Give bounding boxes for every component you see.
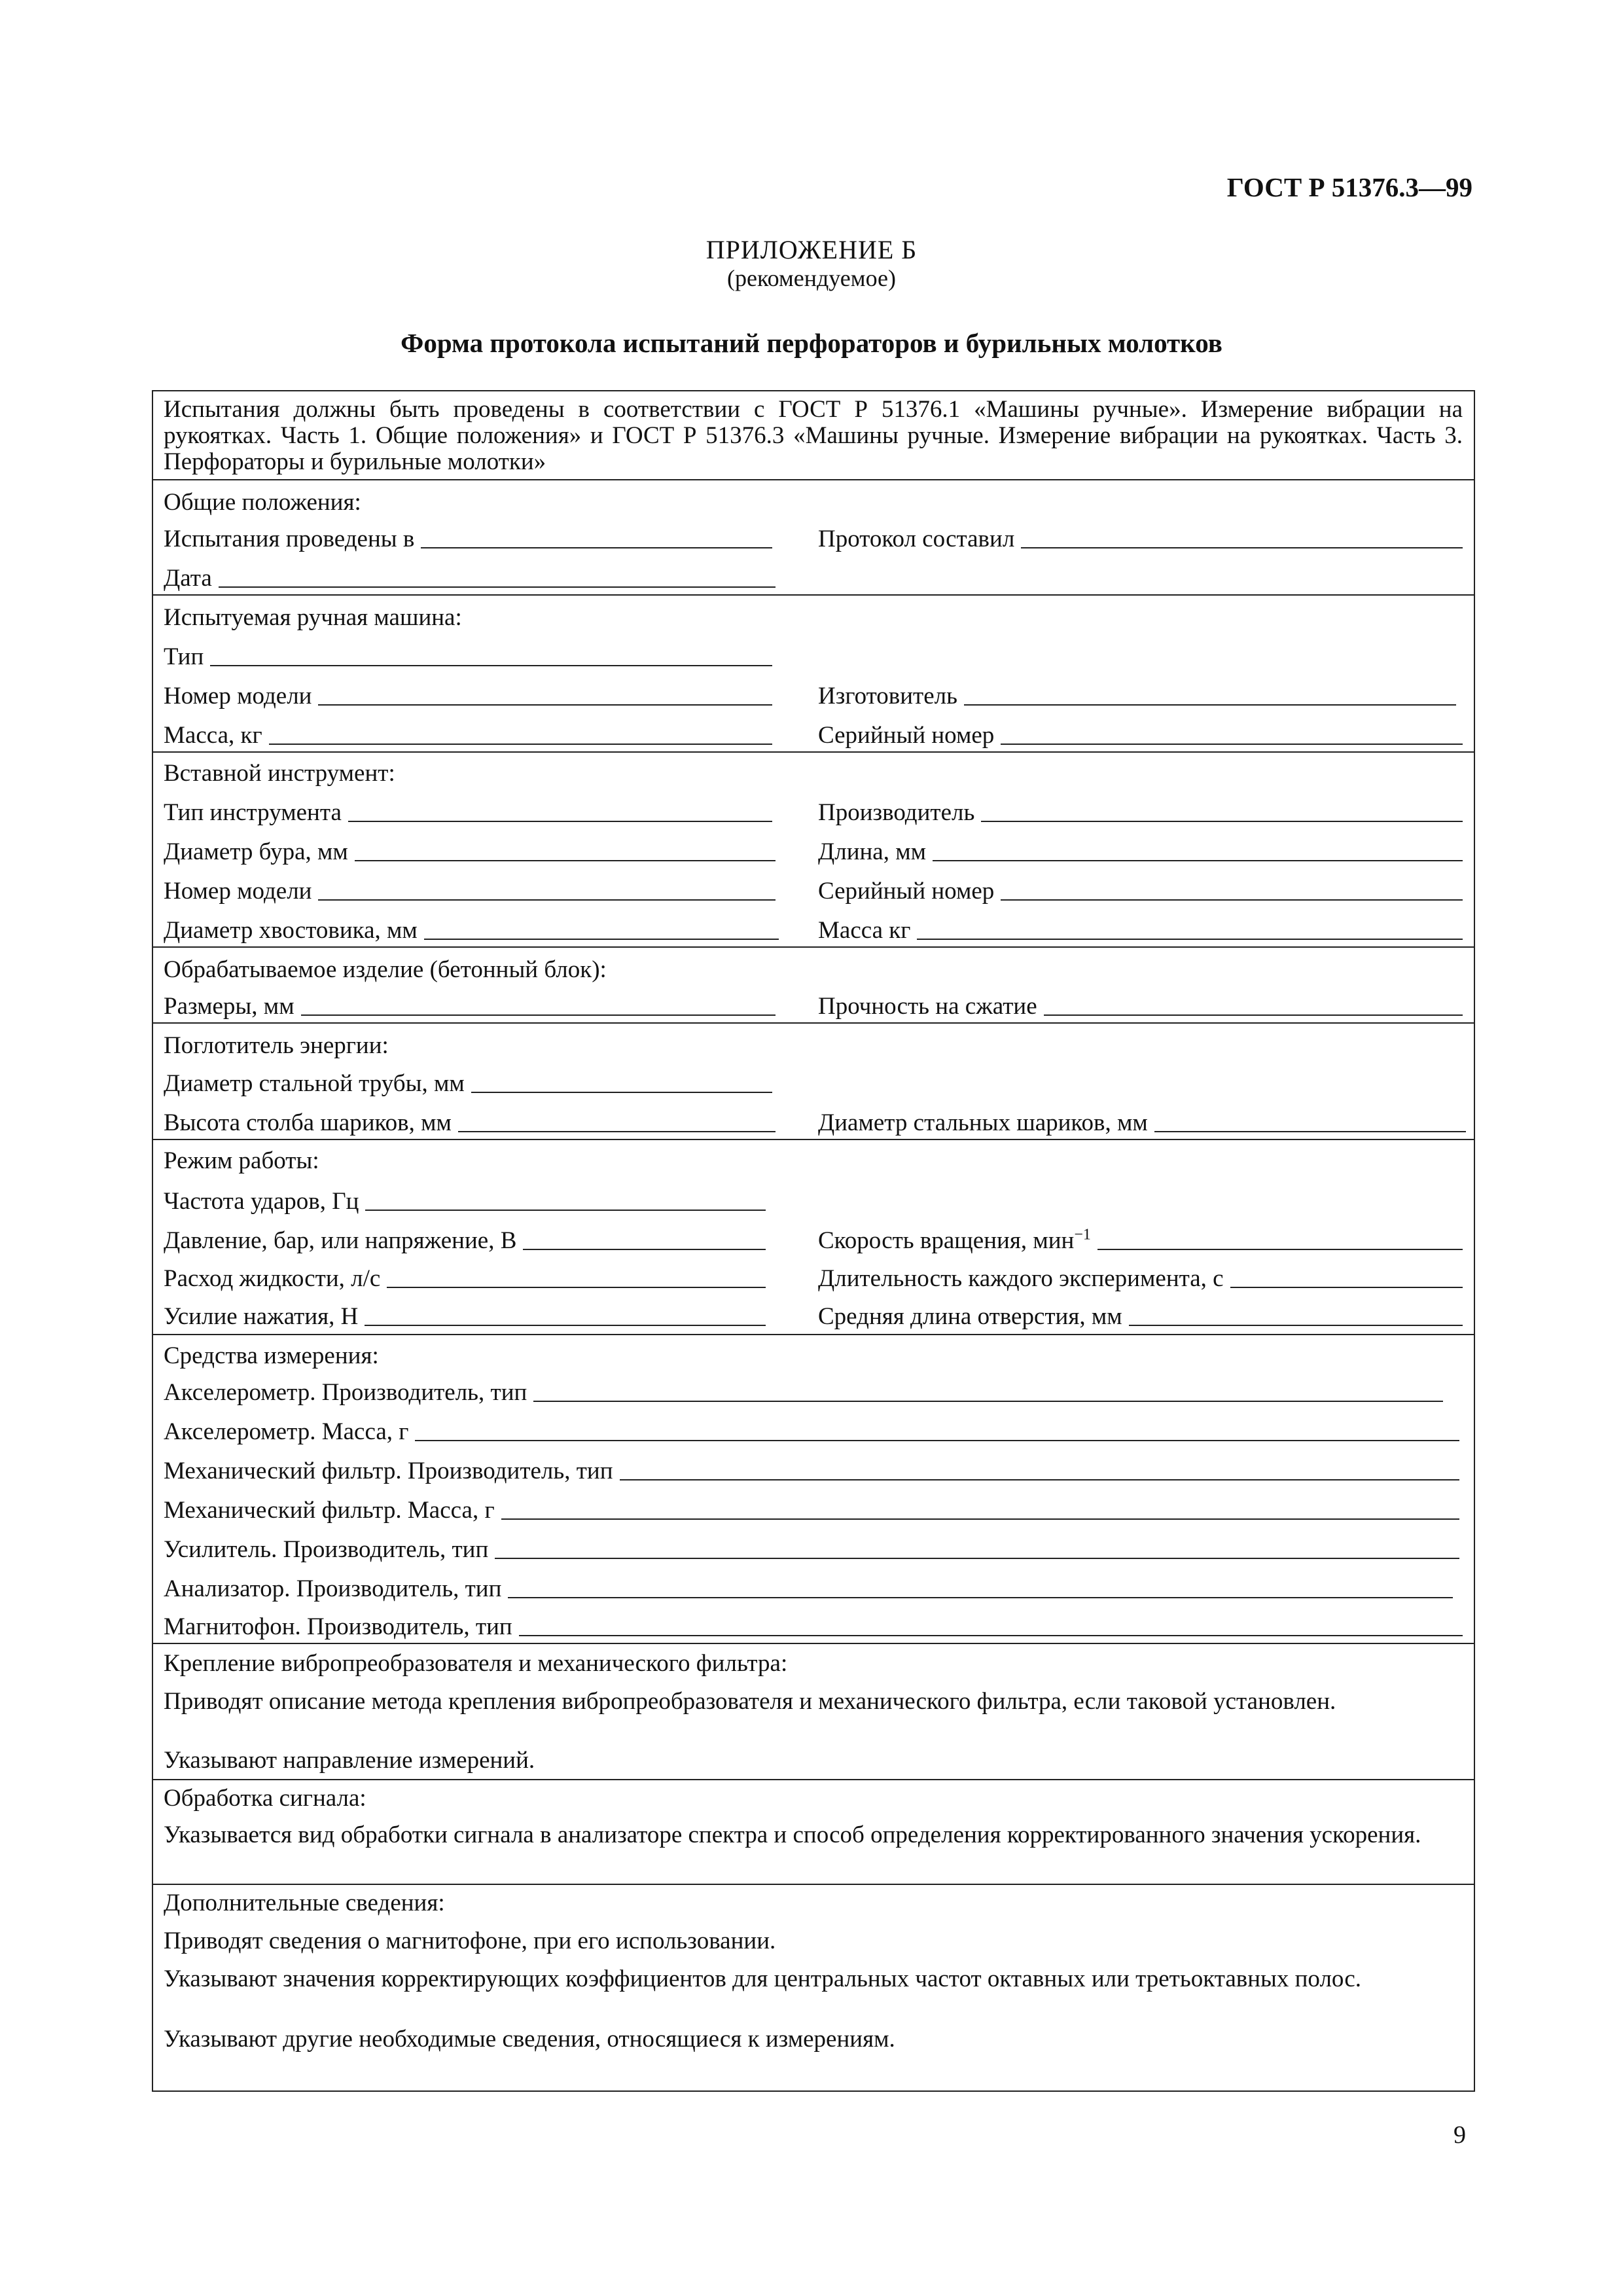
pipe-diameter-field[interactable] (164, 1068, 772, 1097)
section-divider (152, 479, 1475, 480)
strength-label: Прочность на сжатие (818, 993, 1037, 1020)
section-divider (152, 1139, 1475, 1140)
tool-producer-label: Производитель (818, 799, 975, 826)
tool-type-field[interactable] (164, 797, 772, 826)
amplifier-type-field[interactable] (164, 1534, 1459, 1563)
date-field[interactable] (164, 563, 776, 592)
filter-mass-field[interactable] (164, 1495, 1459, 1524)
hole-length-field[interactable] (818, 1301, 1463, 1330)
tool-model-field[interactable] (164, 876, 776, 905)
tool-type-label: Тип инструмента (164, 799, 342, 826)
instrument-label: Анализатор. Производитель, тип (164, 1575, 502, 1602)
tool-length-field[interactable] (818, 836, 1463, 865)
instrument-label: Магнитофон. Производитель, тип (164, 1613, 512, 1640)
form-title: Форма протокола испытаний перфораторов и бурильных молотков (401, 328, 1222, 358)
dimensions-field[interactable] (164, 991, 776, 1020)
tool-model-label: Номер модели (164, 878, 312, 905)
rotation-speed-exponent: −1 (1074, 1226, 1091, 1244)
section-divider (152, 1884, 1475, 1885)
tested-at-field[interactable] (164, 524, 772, 552)
mounting-heading: Крепление вибропреобразователя и механического фильтра: (164, 1650, 788, 1677)
intro-text: Испытания должны быть проведены в соответствии с ГОСТ Р 51376.1 «Машины ручные». Измерение вибрации на рукоятках. Часть 1. Общие положения» и ГОСТ Р 51376.3 «Машины ручные. Измерение вибрации на рукоятках. Часть 3. Перфораторы и бурильные молотки» (164, 396, 1463, 475)
instrument-label: Механический фильтр. Производитель, тип (164, 1458, 613, 1484)
appendix-title: ПРИЛОЖЕНИЕ Б (705, 235, 918, 264)
pressure-label: Давление, бар, или напряжение, В (164, 1227, 517, 1254)
mounting-description: Приводят описание метода крепления вибропреобразователя и механического фильтра, если таковой установлен. (164, 1688, 1336, 1715)
tool-mass-label: Масса кг (818, 917, 911, 944)
date-label: Дата (164, 565, 212, 592)
rotation-speed-text: Скорость вращения, мин (818, 1227, 1075, 1254)
strength-field[interactable] (818, 991, 1463, 1020)
absorber-heading: Поглотитель энергии: (164, 1032, 389, 1059)
tool-length-label: Длина, мм (818, 838, 927, 865)
dimensions-label: Размеры, мм (164, 993, 294, 1020)
section-divider (152, 1779, 1475, 1780)
accelerometer-type-field[interactable] (164, 1377, 1443, 1406)
hole-length-label: Средняя длина отверстия, мм (818, 1303, 1122, 1330)
rotation-speed-field[interactable] (818, 1225, 1463, 1254)
machine-mass-field[interactable] (164, 720, 772, 749)
column-height-field[interactable] (164, 1107, 776, 1136)
tool-mass-field[interactable] (818, 915, 1463, 944)
instrument-label: Акселерометр. Масса, г (164, 1418, 409, 1445)
instrument-label: Механический фильтр. Масса, г (164, 1497, 495, 1524)
correction-coefficients-text: Указывают значения корректирующих коэффициентов для центральных частот октавных или третьоктавных полос. (164, 1965, 1362, 1992)
section-divider (152, 1334, 1475, 1335)
additional-heading: Дополнительные сведения: (164, 1890, 445, 1916)
machine-model-field[interactable] (164, 681, 772, 709)
general-heading: Общие положения: (164, 489, 361, 516)
other-info-text: Указывают другие необходимые сведения, относящиеся к измерениям. (164, 2026, 895, 2053)
ball-diameter-label: Диаметр стальных шариков, мм (818, 1109, 1148, 1136)
section-divider (152, 1643, 1475, 1644)
machine-type-label: Тип (164, 643, 204, 670)
machine-model-label: Номер модели (164, 683, 312, 709)
drill-diameter-field[interactable] (164, 836, 776, 865)
duration-field[interactable] (818, 1263, 1463, 1292)
machine-serial-field[interactable] (818, 720, 1463, 749)
machine-serial-label: Серийный номер (818, 722, 995, 749)
tested-at-label: Испытания проведены в (164, 526, 415, 552)
workpiece-heading: Обрабатываемое изделие (бетонный блок): (164, 956, 607, 983)
section-divider (152, 946, 1475, 948)
compiled-by-label: Протокол составил (818, 526, 1015, 552)
impact-frequency-field[interactable] (164, 1186, 766, 1215)
mode-heading: Режим работы: (164, 1147, 319, 1174)
machine-mass-label: Масса, кг (164, 722, 262, 749)
tool-serial-field[interactable] (818, 876, 1463, 905)
page-number: 9 (1454, 2121, 1466, 2149)
manufacturer-label: Изготовитель (818, 683, 957, 709)
impact-frequency-label: Частота ударов, Гц (164, 1188, 359, 1215)
pipe-diameter-label: Диаметр стальной трубы, мм (164, 1070, 465, 1097)
rotation-speed-label (818, 1228, 1097, 1254)
standard-number: ГОСТ Р 51376.3—99 (1226, 172, 1472, 202)
feed-force-field[interactable] (164, 1301, 766, 1330)
tool-serial-label: Серийный номер (818, 878, 995, 905)
section-divider (152, 594, 1475, 596)
instrument-label: Усилитель. Производитель, тип (164, 1536, 489, 1563)
duration-label: Длительность каждого эксперимента, с (818, 1265, 1224, 1292)
appendix-subtitle: (рекомендуемое) (727, 265, 896, 291)
column-height-label: Высота столба шариков, мм (164, 1109, 452, 1136)
drill-diameter-label: Диаметр бура, мм (164, 838, 348, 865)
machine-heading: Испытуемая ручная машина: (164, 604, 462, 631)
shank-diameter-label: Диаметр хвостовика, мм (164, 917, 418, 944)
fluid-flow-label: Расход жидкости, л/с (164, 1265, 381, 1292)
processing-heading: Обработка сигнала: (164, 1785, 366, 1812)
instruments-heading: Средства измерения: (164, 1342, 379, 1369)
instrument-label: Акселерометр. Производитель, тип (164, 1379, 527, 1406)
tool-heading: Вставной инструмент: (164, 760, 395, 787)
machine-type-field[interactable] (164, 641, 772, 670)
feed-force-label: Усилие нажатия, Н (164, 1303, 359, 1330)
shank-diameter-field[interactable] (164, 915, 779, 944)
tool-producer-field[interactable] (818, 797, 1463, 826)
section-divider (152, 751, 1475, 753)
ball-diameter-field[interactable] (818, 1107, 1466, 1136)
recorder-info-text: Приводят сведения о магнитофоне, при его использовании. (164, 1928, 776, 1954)
analyzer-type-field[interactable] (164, 1573, 1453, 1602)
processing-description: Указывается вид обработки сигнала в анализаторе спектра и способ определения корректированного значения ускорения. (164, 1821, 1421, 1848)
compiled-by-field[interactable] (818, 524, 1463, 552)
fluid-flow-field[interactable] (164, 1263, 766, 1292)
accelerometer-mass-field[interactable] (164, 1416, 1459, 1445)
section-divider (152, 1022, 1475, 1024)
pressure-field[interactable] (164, 1225, 766, 1254)
manufacturer-field[interactable] (818, 681, 1456, 709)
measurement-direction-text: Указывают направление измерений. (164, 1747, 535, 1774)
filter-type-field[interactable] (164, 1456, 1459, 1484)
recorder-type-field[interactable] (164, 1611, 1463, 1640)
